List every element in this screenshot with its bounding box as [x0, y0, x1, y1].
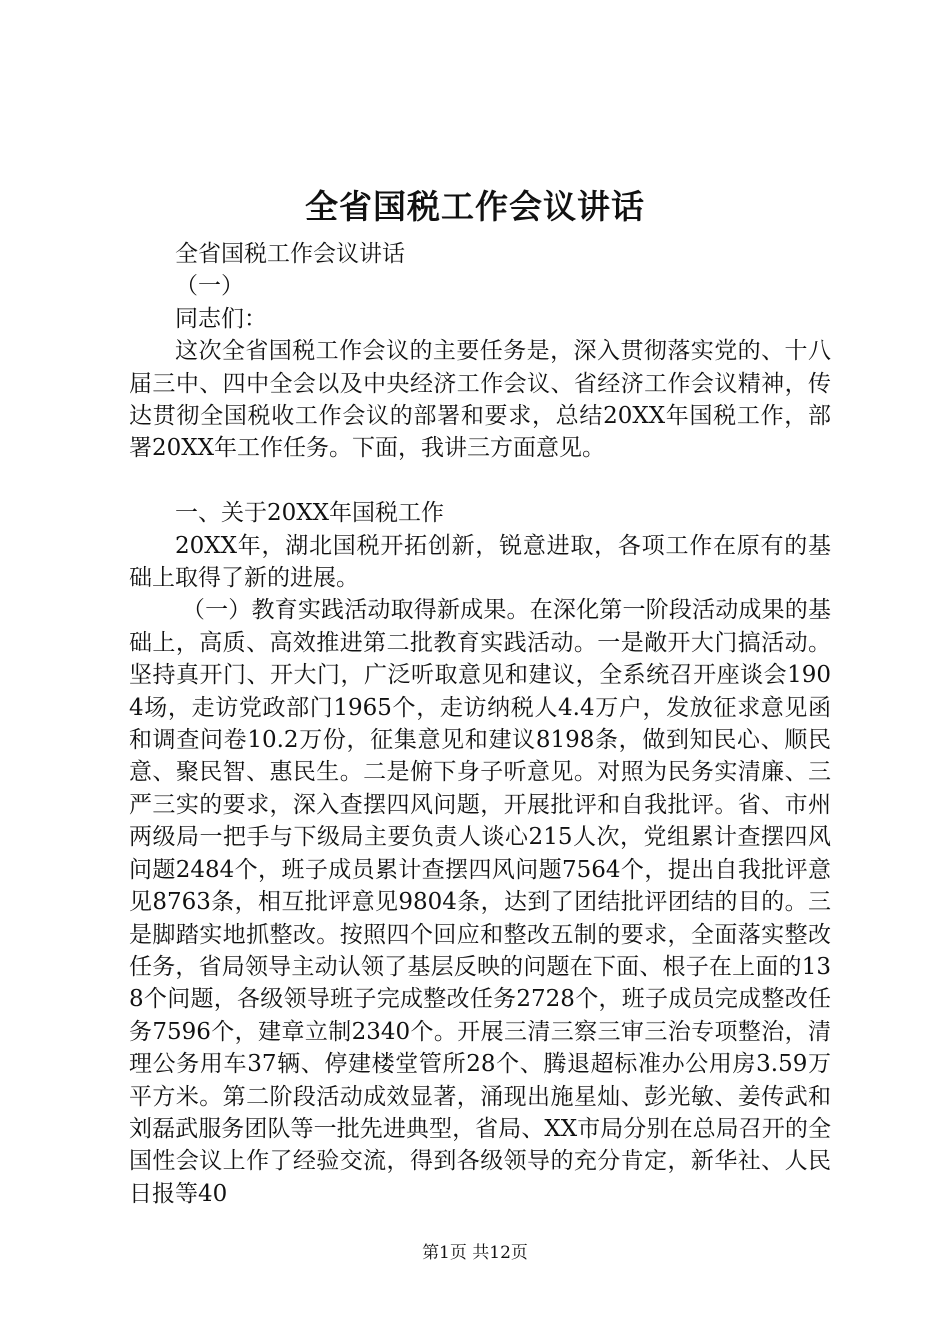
summary-paragraph: 20XX年，湖北国税开拓创新，锐意进取，各项工作在原有的基础上取得了新的进展。	[129, 532, 831, 592]
blank-line	[129, 465, 831, 497]
section-heading: 一、关于20XX年国税工作	[175, 500, 445, 527]
section-number-paragraph: （一）	[175, 273, 244, 300]
document-title: 全省国税工作会议讲话	[305, 187, 645, 226]
subtitle-paragraph: 全省国税工作会议讲话	[175, 241, 405, 267]
salutation-paragraph: 同志们：	[175, 305, 267, 332]
page-number-footer: 第1页 共12页	[422, 1243, 528, 1263]
intro-paragraph: 这次全省国税工作会议的主要任务是，深入贯彻落实党的、十八届三中、四中全会以及中央经济工作会议、省经济工作会议精神，传达贯彻全国税收工作会议的部署和要求，总结20XX年国税工作，部署20XX年工作任务。下面，我讲三方面意见。	[129, 338, 831, 462]
document-body	[129, 238, 831, 1210]
education-practice-paragraph: （一）教育实践活动取得新成果。在深化第一阶段活动成果的基础上，高质、高效推进第二批教育实践活动。一是敞开大门搞活动。坚持真开门、开大门，广泛听取意见和建议，全系统召开座谈会1904场，走访党政部门1965个，走访纳税人4.4万户，发放征求意见函和调查问卷10.2万份，征集意见和建议8198条，做到知民心、顺民意、聚民智、惠民生。二是俯下身子听意见。对照为民务实清廉、三严三实的要求，深入查摆四风问题，开展批评和自我批评。省、市州两级局一把手与下级局主要负责人谈心215人次，党组累计查摆四风问题2484个，班子成员累计查摆四风问题7564个，提出自我批评意见8763条，相互批评意见9804条，达到了团结批评团结的目的。三是脚踏实地抓整改。按照四个回应和整改五制的要求，全面落实整改任务，省局领导主动认领了基层反映的问题在下面、根子在上面的138个问题，各级领导班子完成整改任务2728个，班子成员完成整改任务7596个，建章立制2340个。开展三清三察三审三治专项整治，清理公务用车37辆、停建楼堂管所28个、腾退超标准办公用房3.59万平方米。第二阶段活动成效显著，涌现出施星灿、彭光敏、姜传武和刘磊武服务团队等一批先进典型，省局、XX市局分别在总局召开的全国性会议上作了经验交流，得到各级领导的充分肯定，新华社、人民日报等40	[129, 597, 831, 1207]
